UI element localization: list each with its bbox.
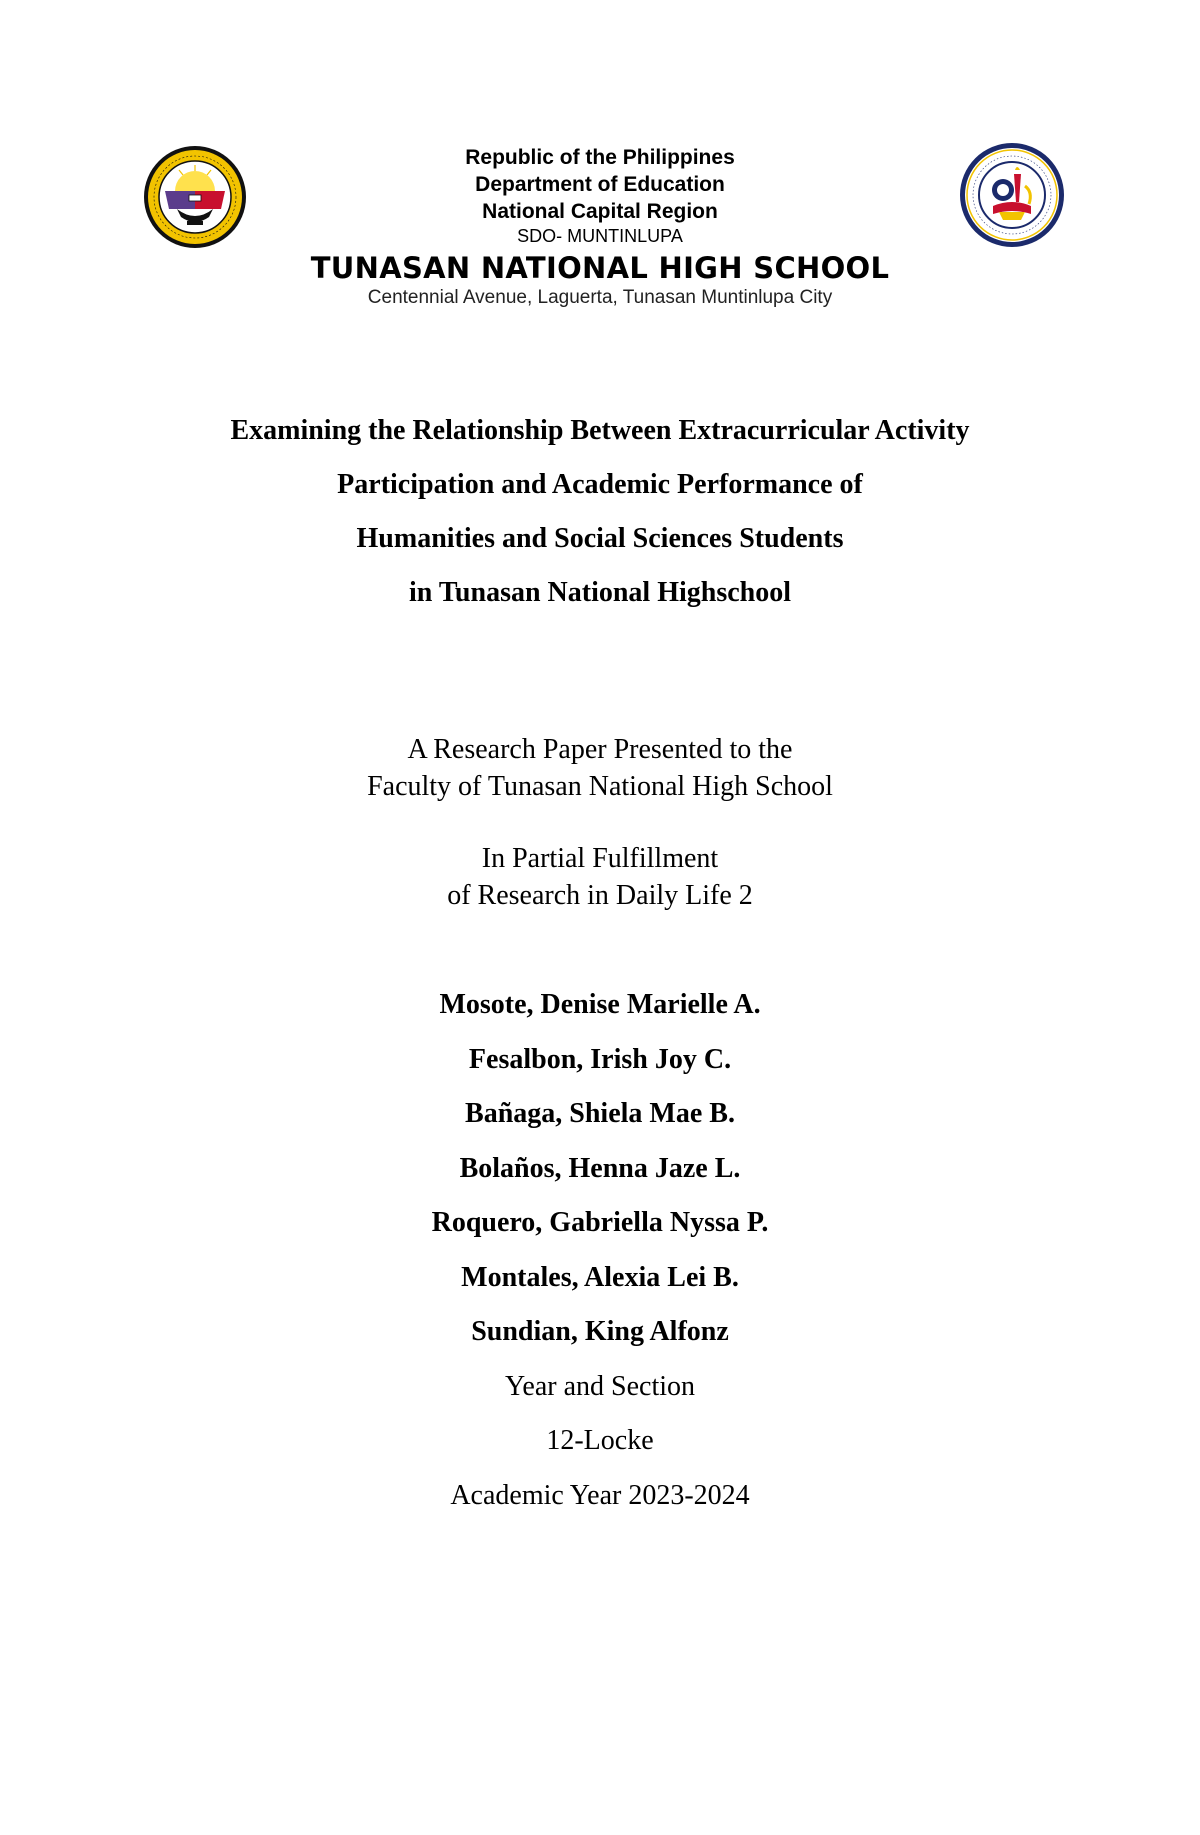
title-line: in Tunasan National Highschool — [408, 577, 792, 608]
author-list — [100, 978, 1100, 1523]
presentation-statement — [100, 731, 1100, 805]
republic-line: Republic of the Philippines — [465, 146, 735, 169]
letterhead — [250, 144, 950, 310]
author-name: Mosote, Denise Marielle A. — [439, 989, 761, 1020]
faculty-line: Faculty of Tunasan National High School — [367, 771, 833, 802]
author-name: Fesalbon, Irish Joy C. — [468, 1043, 732, 1075]
title-line: Humanities and Social Sciences Students — [356, 523, 844, 554]
academic-year: Academic Year 2023-2024 — [450, 1479, 750, 1511]
division-line: SDO- MUNTINLUPA — [517, 226, 683, 246]
author-name: Roquero, Gabriella Nyssa P. — [431, 1207, 769, 1238]
author-name: Bolaños, Henna Jaze L. — [459, 1152, 741, 1184]
title-line: Examining the Relationship Between Extracurricular Activity — [230, 415, 970, 446]
city-seal-icon — [143, 145, 247, 249]
fulfillment-line: In Partial Fulfillment — [481, 843, 719, 874]
section-label: Year and Section — [504, 1370, 695, 1402]
title-line: Participation and Academic Performance of — [337, 469, 863, 500]
school-address: Centennial Avenue, Laguerta, Tunasan Muntinlupa City — [367, 287, 833, 308]
paper-title — [100, 404, 1100, 620]
fulfillment-statement — [100, 840, 1100, 914]
author-name: Montales, Alexia Lei B. — [461, 1261, 739, 1293]
school-seal-icon — [959, 142, 1065, 248]
subject-line: of Research in Daily Life 2 — [447, 880, 753, 911]
presented-line: A Research Paper Presented to the — [407, 734, 793, 765]
department-line: Department of Education — [475, 173, 725, 196]
author-name: Bañaga, Shiela Mae B. — [465, 1098, 735, 1129]
section-value: 12-Locke — [546, 1425, 654, 1456]
school-name: TUNASAN NATIONAL HIGH SCHOOL — [310, 251, 890, 285]
region-line: National Capital Region — [482, 200, 718, 223]
author-name: Sundian, King Alfonz — [471, 1316, 729, 1347]
